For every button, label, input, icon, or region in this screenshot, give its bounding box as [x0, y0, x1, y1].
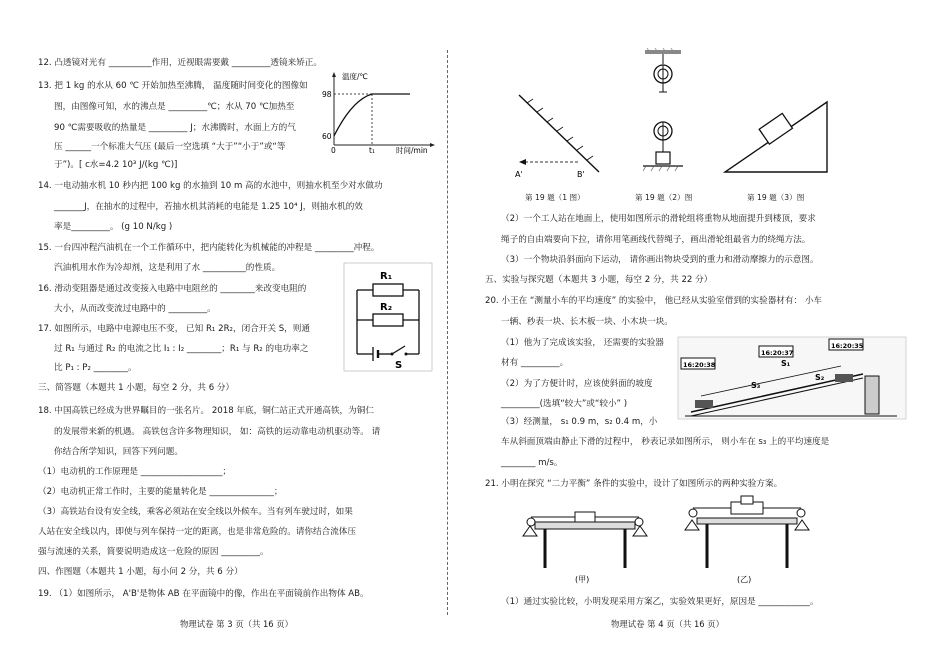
q14-line-1: 14. 一电动抽水机 10 秒内把 100 kg 的水抽到 10 m 高的水池中，则抽水机至少对水做功 — [38, 181, 383, 191]
block-jia — [575, 512, 595, 522]
q13-line-5: 于”)。[ c水=4.2 10³ J/(kg ℃)] — [54, 160, 178, 170]
q17-line-3: 比 P₁ : P₂ ________。 — [54, 363, 137, 373]
label-jia: (甲) — [575, 575, 590, 584]
fig1-label-b: B' — [577, 170, 585, 179]
fig1-label-a: A' — [515, 170, 523, 179]
q20-sub-1-cont: 材有 _________。 — [501, 358, 569, 368]
label-s: S — [395, 360, 403, 371]
sliding-block — [759, 113, 792, 144]
caption-fig3: 第 19 题（3）图 — [747, 193, 805, 202]
resistor-r2 — [373, 314, 403, 326]
q14-line-3: 率是_________。 (g 10 N/kg ) — [54, 222, 173, 232]
q18-line-3: 你结合所学知识，回答下列问题。 — [54, 447, 183, 457]
graph-tick-0: 0 — [331, 146, 336, 154]
label-r1: R₁ — [380, 271, 393, 282]
timer-2: 16:20:37 — [761, 349, 794, 357]
caption-fig2: 第 19 题（2）图 — [635, 193, 693, 202]
timer-3: 16:20:35 — [831, 342, 864, 350]
q19-2-line-2: 绳子的自由端要向下拉，请你用笔画线代替绳子，画出滑轮组最省力的绕绳方法。 — [501, 235, 811, 245]
q17-line-1: 17. 如图所示，电路中电源电压不变， 已知 R₁ 2R₂，闭合开关 S，则通 — [38, 324, 310, 334]
q18-sub-2: （2）电动机正常工作时，主要的能量转化是 _______________； — [38, 487, 283, 497]
fig19-3-incline — [721, 94, 831, 178]
footer-page-4: 物理试卷 第 4 页（共 16 页） — [611, 619, 725, 629]
left-page — [0, 0, 445, 671]
table-jia — [521, 494, 651, 586]
label-s3: S₃ — [751, 381, 761, 390]
label-yi: (乙) — [737, 575, 752, 584]
section-3-header: 三、简答题（本题共 1 小题，每空 2 分，共 6 分） — [38, 383, 235, 393]
wood-block — [865, 376, 879, 414]
table-yi — [683, 494, 813, 586]
timer-1: 16:20:38 — [683, 361, 716, 369]
q16-line-1: 16. 滑动变阻器是通过改变接入电路中电阻丝的 ________来改变电阻的 — [38, 284, 307, 294]
graph-x-label: 时间/min — [396, 146, 428, 154]
q15-line-2: 汽油机用水作为冷却剂，这是利用了水 __________的性质。 — [54, 263, 281, 273]
q20-sub-3-answer: ________ m/s。 — [501, 458, 563, 468]
q17-line-2: 过 R₁ 与通过 R₂ 的电流之比 I₁ : I₂ ________；R₁ 与 R₂ 的电功率之 — [54, 344, 309, 354]
q13-line-2: 图，由图像可知，水的沸点是 _________℃；水从 70 ℃加热至 — [54, 102, 295, 112]
q18-sub-1: （1）电动机的工作原理是 ___________________； — [38, 467, 231, 477]
fig19-1-mirror — [507, 90, 607, 182]
q13-line-4: 压 ______一个标准大气压 (最后一空选填 “大于”“小于”或“等 — [54, 142, 286, 152]
graph-tick-60: 60 — [322, 132, 332, 141]
q20-line-2: 一辆、秒表一块、长木板一块、小木块一块。 — [501, 317, 673, 327]
q13-line-3: 90 ℃需要吸收的热量是 _________ J；水沸腾时，水面上方的气 — [54, 123, 296, 133]
q18-line-2: 的发展带来新的机遇。 高铁包含许多物理知识， 如：高铁的运动靠电动机驱动等。 请 — [54, 427, 381, 437]
q12-line: 12. 凸透镜对光有 __________作用，近视眼需要戴 _________透镜来矫正。 — [38, 58, 322, 68]
q20-sub-2: （2）为了方便计时，应该使斜面的坡度 — [501, 379, 653, 389]
q20-sub-3-cont: 车从斜面顶端由静止下滑的过程中， 秒表记录如图所示， 则小车在 s₃ 上的平均速度是 — [501, 437, 830, 447]
q19-3-line: （3）一个物块沿斜面向下运动， 请你画出物块受到的重力和滑动摩擦力的示意图。 — [501, 255, 819, 265]
q18-sub-3-cont-1: 人站在安全线以内，即使与列车保持一定的距离，也是非常危险的。请你结合流体压 — [38, 527, 356, 537]
cart-bottom — [695, 400, 713, 408]
section-4-header: 四、作图题（本题共 1 小题，每小问 2 分，共 6 分） — [38, 567, 243, 577]
fig19-2-pulley — [643, 48, 683, 188]
q16-line-2: 大小，从而改变流过电路中的 _________。 — [54, 304, 216, 314]
section-5-header: 五、实验与探究题（本题共 3 小题，每空 2 分，共 22 分） — [485, 275, 713, 285]
q13-line-1: 13. 把 1 kg 的水从 60 ℃ 开始加热至沸腾， 温度随时间变化的图像如 — [38, 81, 308, 91]
q20-sub-2-cont: _________(选填“较大”或“较小” ) — [501, 399, 628, 409]
switch-icon — [392, 346, 405, 354]
q19-line-1: 19. （1）如图所示， A'B'是物体 AB 在平面镜中的像，作出在平面镜前作出物体 AB。 — [38, 589, 369, 599]
resistor-r1 — [373, 284, 403, 296]
footer-page-3: 物理试卷 第 3 页（共 16 页） — [180, 619, 294, 629]
q18-line-1: 18. 中国高铁已经成为世界瞩目的一张名片。 2018 年底，铜仁站正式开通高铁，为铜仁 — [38, 406, 374, 416]
q19-2-line-1: （2）一个工人站在地面上，使用如图所示的滑轮组将重物从地面提升到楼顶，要求 — [501, 214, 816, 224]
q15-line-1: 15. 一台四冲程汽油机在一个工作循环中，把内能转化为机械能的冲程是 _________冲程。 — [38, 243, 380, 253]
q21-line-1: 21. 小明在探究 “二力平衡” 条件的实验中，设计了如图所示的两种实验方案。 — [485, 479, 783, 489]
heavy-object — [656, 152, 670, 164]
cart-top — [835, 374, 853, 382]
column-divider — [447, 50, 448, 615]
q20-line-1: 20. 小王在 “测量小车的平均速度” 的实验中， 他已经从实验室借到的实验器材有： 小车 — [485, 296, 823, 306]
q21-sub-1: （1）通过实验比较，小明发现采用方案乙，实验效果更好，原因是 ____________。 — [501, 597, 819, 607]
q18-sub-3-cont-2: 强与流速的关系，简要说明造成这一危险的原因 _________。 — [38, 547, 269, 557]
circuit-diagram — [343, 262, 433, 372]
q18-sub-3: （3）高铁站台设有安全线，乘客必须站在安全线以外候车。当有列车驶过时，如果 — [38, 507, 353, 517]
label-s1: S₁ — [781, 359, 791, 368]
q20-sub-1: （1）他为了完成该实验， 还需要的实验器 — [501, 338, 664, 348]
graph-tick-t1: t₁ — [369, 146, 375, 154]
caption-fig1: 第 19 题（1 图） — [525, 193, 585, 202]
q20-sub-3: （3）经测量， s₁ 0.9 m，s₂ 0.4 m，小 — [501, 417, 658, 427]
label-r2: R₂ — [380, 302, 393, 313]
graph-y-label: 温度/℃ — [342, 72, 368, 81]
incline-timer-figure — [677, 336, 907, 420]
temperature-time-graph — [322, 70, 440, 154]
label-s2: S₂ — [815, 373, 825, 382]
right-page — [455, 0, 950, 671]
graph-tick-98: 98 — [322, 90, 332, 99]
q14-line-2: _______J，在抽水的过程中，若抽水机其消耗的电能是 1.25 10⁴ J，则抽水机的效 — [54, 202, 363, 212]
